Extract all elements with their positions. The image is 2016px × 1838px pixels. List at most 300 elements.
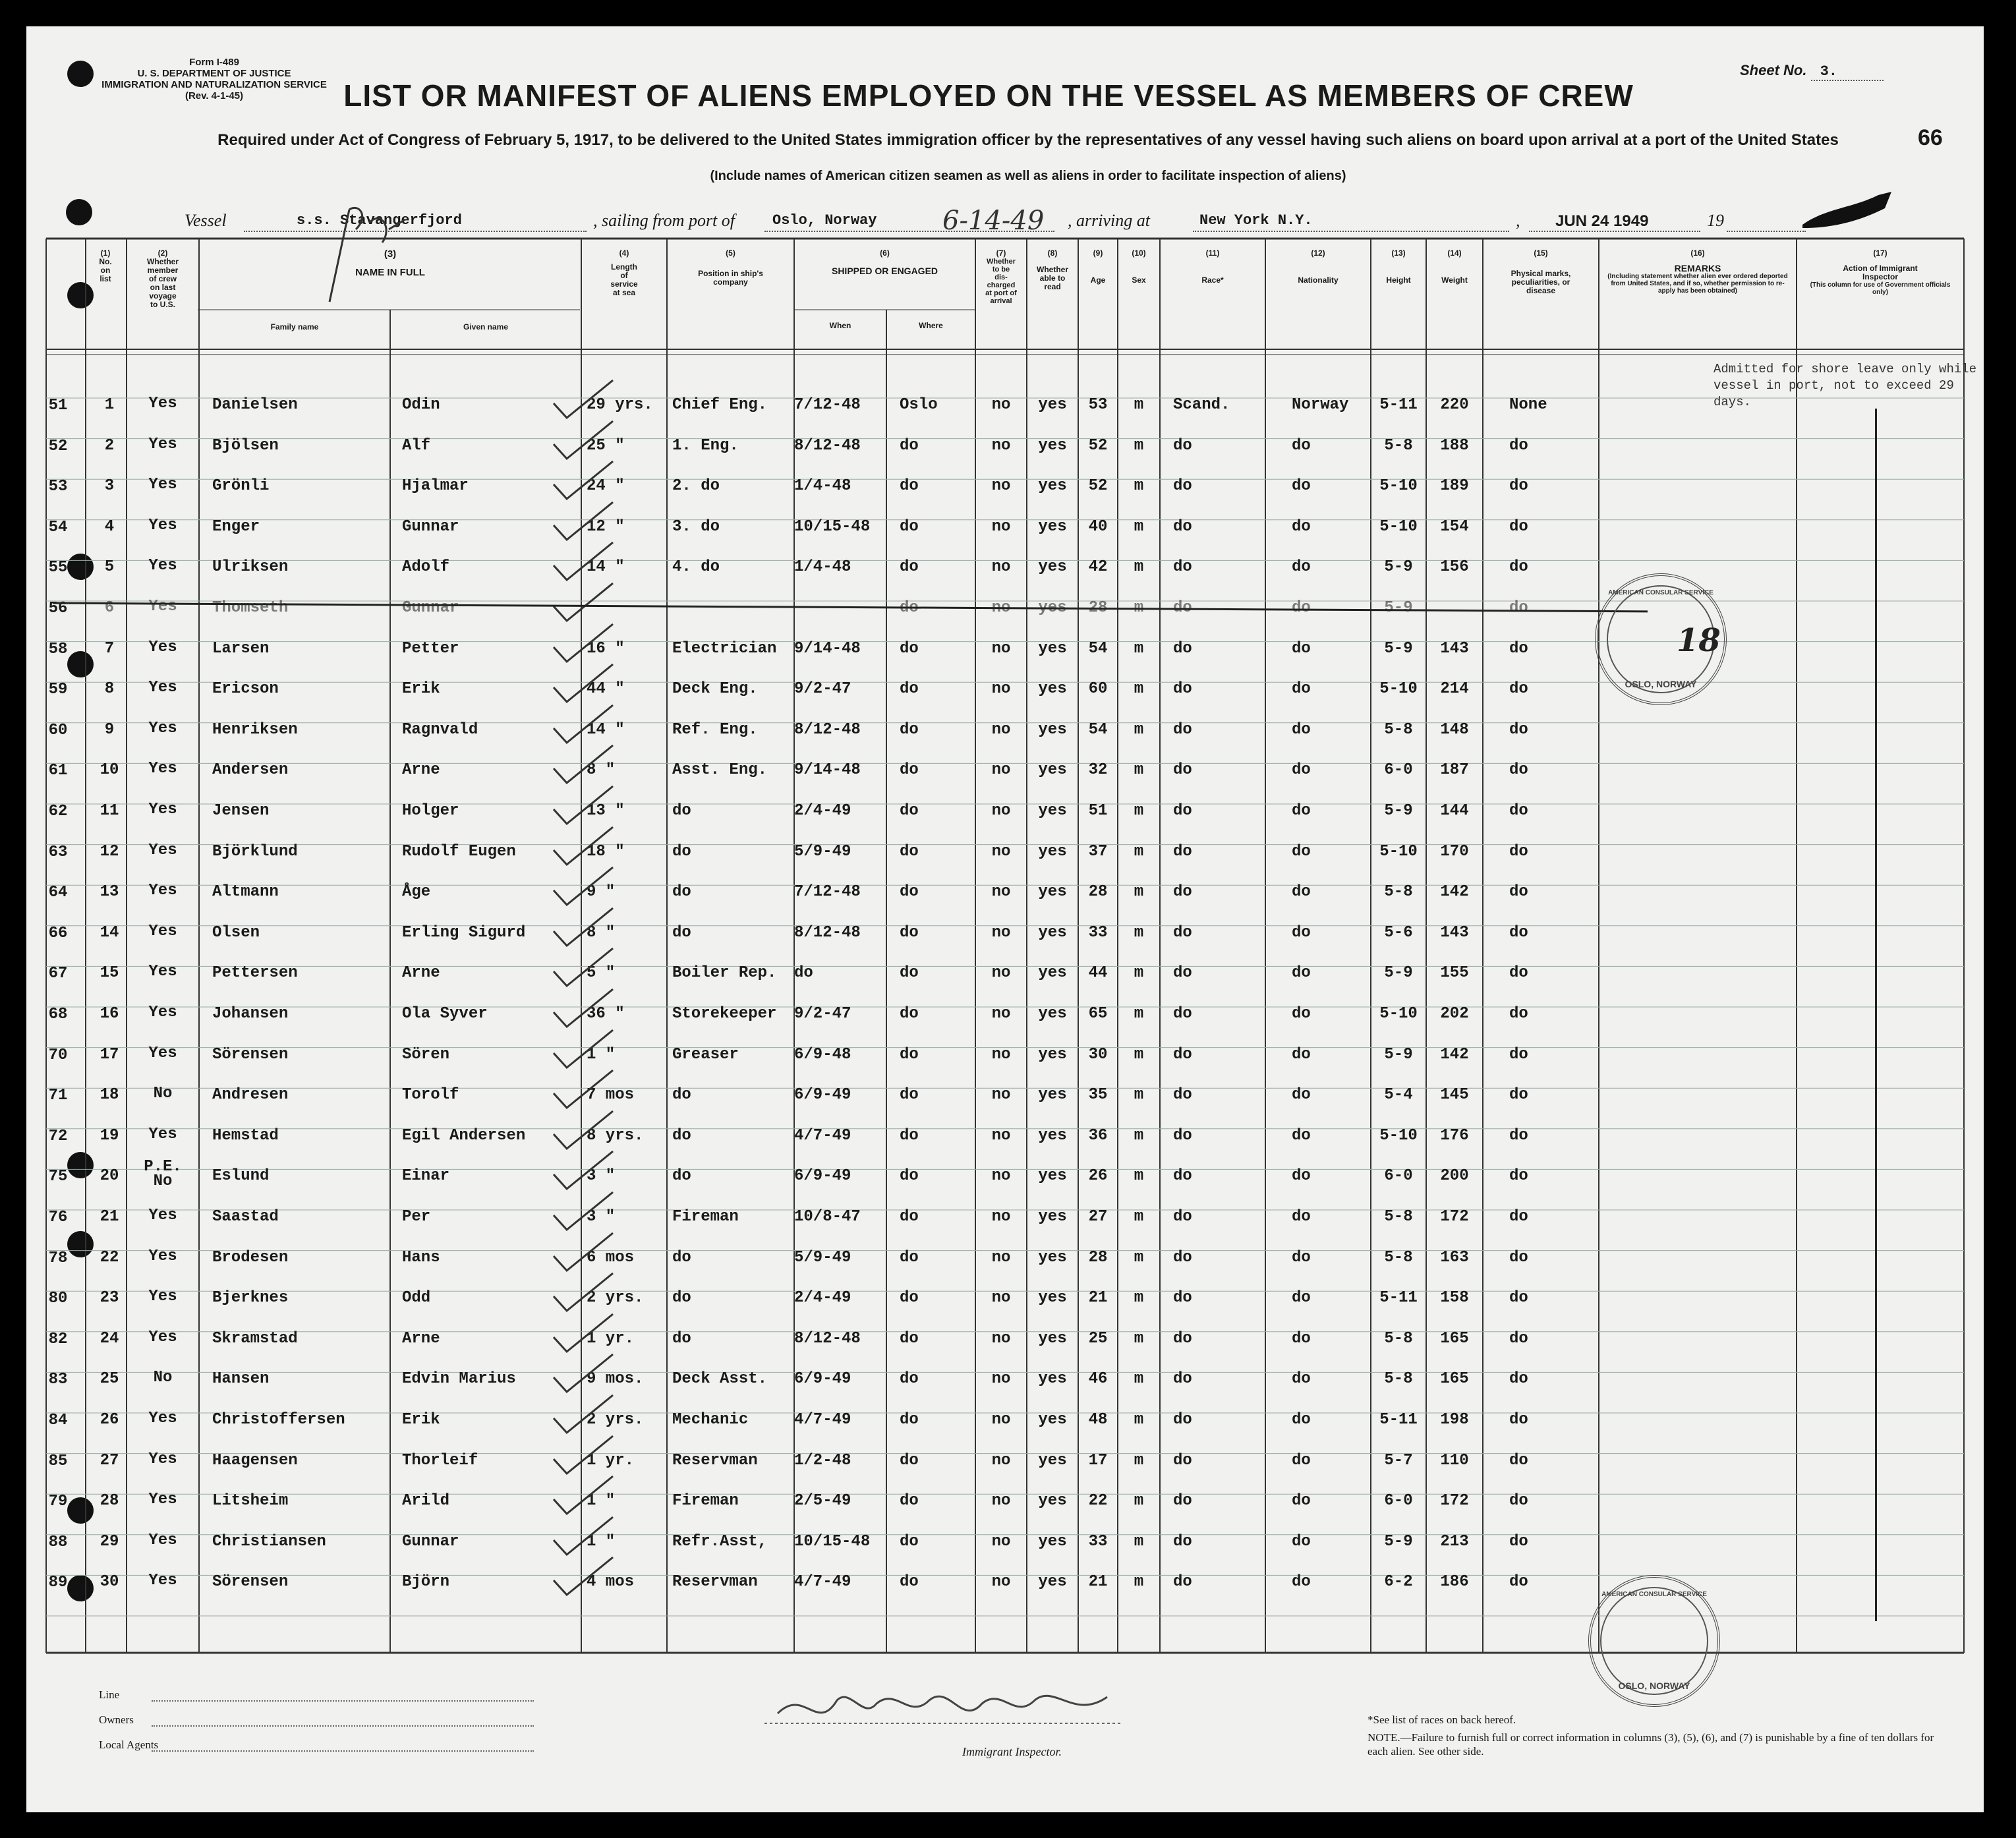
cell-marks: do xyxy=(1509,436,1528,455)
cell-nationality: do xyxy=(1292,1005,1311,1023)
cell-prev: Yes xyxy=(148,435,177,453)
cell-discharged: no xyxy=(991,1045,1011,1064)
check-mark xyxy=(547,621,619,667)
cell-read: yes xyxy=(1038,1086,1067,1105)
sailing-label: , sailing from port of xyxy=(593,211,735,230)
sailing-port: Oslo, Norway xyxy=(772,212,877,229)
cell-position: 4. do xyxy=(672,558,720,577)
cell-sex: m xyxy=(1134,1411,1144,1429)
cell-nationality: do xyxy=(1292,1573,1311,1592)
cell-service: 3 " xyxy=(587,1208,616,1226)
cell-weight: 187 xyxy=(1440,761,1469,780)
cell-when: 9/14-48 xyxy=(794,761,861,780)
cell-marks: do xyxy=(1509,1167,1528,1186)
cell-weight: 186 xyxy=(1440,1573,1469,1592)
cell-no: 2 xyxy=(104,436,115,455)
cell-discharged: no xyxy=(991,802,1011,820)
arriving-label: , arriving at xyxy=(1068,211,1150,230)
cell-height: 5-8 xyxy=(1384,883,1413,902)
cell-family: Brodesen xyxy=(212,1248,289,1267)
cell-age: 21 xyxy=(1088,1573,1108,1592)
cell-family: Eslund xyxy=(212,1167,270,1186)
cell-when: 4/7-49 xyxy=(794,1573,851,1592)
cell-given: Ola Syver xyxy=(402,1005,488,1023)
check-mark xyxy=(547,377,619,423)
cell-nationality: do xyxy=(1292,1045,1311,1064)
cell-race: do xyxy=(1173,1329,1192,1348)
cell-service: 29 yrs. xyxy=(587,396,653,414)
cell-no: 26 xyxy=(100,1411,119,1429)
cell-nationality: do xyxy=(1292,720,1311,739)
cell-weight: 188 xyxy=(1440,436,1469,455)
cell-height: 5-10 xyxy=(1379,517,1418,536)
cell-no: 10 xyxy=(100,761,119,780)
punch-hole xyxy=(67,61,94,87)
manifest-line-number: 83 xyxy=(48,1371,68,1389)
cell-weight: 202 xyxy=(1440,1005,1469,1023)
cell-prev: Yes xyxy=(148,841,177,859)
cell-family: Björklund xyxy=(212,842,298,861)
cell-when: 1/4-48 xyxy=(794,477,851,496)
cell-prev: No xyxy=(153,1085,173,1103)
cell-age: 52 xyxy=(1088,477,1108,496)
manifest-line-number: 67 xyxy=(48,965,68,983)
cell-race: do xyxy=(1173,1411,1192,1429)
cell-position: do xyxy=(672,1248,691,1267)
cell-position: Reservman xyxy=(672,1451,758,1470)
cell-prev: Yes xyxy=(148,1044,177,1062)
cell-service: 12 " xyxy=(587,517,625,536)
cell-height: 5-9 xyxy=(1384,558,1413,577)
cell-family: Christoffersen xyxy=(212,1411,345,1429)
cell-no: 16 xyxy=(100,1005,119,1023)
cell-race: do xyxy=(1173,883,1192,902)
cell-marks: do xyxy=(1509,1492,1528,1510)
cell-position: Deck Eng. xyxy=(672,680,758,699)
cell-marks: do xyxy=(1509,558,1528,577)
cell-given: Petter xyxy=(402,639,459,658)
cell-discharged: no xyxy=(991,1289,1011,1307)
cell-given: Björn xyxy=(402,1573,450,1592)
cell-read: yes xyxy=(1038,802,1067,820)
cell-weight: 142 xyxy=(1440,1045,1469,1064)
cell-family: Jensen xyxy=(212,802,270,820)
cell-position: do xyxy=(672,883,691,902)
cell-height: 5-11 xyxy=(1379,396,1418,414)
cell-race: do xyxy=(1173,1086,1192,1105)
cell-where: do xyxy=(900,964,919,983)
cell-height: 5-6 xyxy=(1384,923,1413,942)
cell-when: 6/9-49 xyxy=(794,1167,851,1186)
cell-prev: Yes xyxy=(148,963,177,981)
cell-prev: Yes xyxy=(148,922,177,940)
cell-position: do xyxy=(672,802,691,820)
cell-age: 36 xyxy=(1088,1126,1108,1145)
cell-position: Reservman xyxy=(672,1573,758,1592)
cell-nationality: do xyxy=(1292,599,1311,617)
col-header-family: Family name xyxy=(270,322,319,331)
cell-race: do xyxy=(1173,1492,1192,1510)
cell-marks: do xyxy=(1509,1329,1528,1348)
manifest-line-number: 51 xyxy=(48,397,68,415)
cell-where: do xyxy=(900,1451,919,1470)
cell-where: do xyxy=(900,1086,919,1105)
manifest-line-number: 79 xyxy=(48,1493,68,1511)
cell-no: 8 xyxy=(104,680,115,699)
cell-marks: do xyxy=(1509,477,1528,496)
manifest-line-number: 68 xyxy=(48,1006,68,1023)
manifest-line-number: 60 xyxy=(48,721,68,739)
cell-prev: Yes xyxy=(148,1328,177,1346)
cell-race: do xyxy=(1173,1573,1192,1592)
cell-where: do xyxy=(900,883,919,902)
cell-family: Thomseth xyxy=(212,599,289,617)
cell-given: Alf xyxy=(402,436,431,455)
cell-when: 9/2-47 xyxy=(794,680,851,699)
cell-discharged: no xyxy=(991,761,1011,780)
cell-height: 5-7 xyxy=(1384,1451,1413,1470)
cell-position: Storekeeper xyxy=(672,1005,777,1023)
cell-given: Arne xyxy=(402,964,440,983)
cell-given: Gunnar xyxy=(402,1532,459,1551)
cell-marks: do xyxy=(1509,964,1528,983)
remarks-bracket-line xyxy=(1875,409,1877,1621)
cell-marks: do xyxy=(1509,1289,1528,1307)
col-header-2: (2) Whether member of crew on last voyage to U.S. xyxy=(147,248,179,309)
cell-height: 5-10 xyxy=(1379,477,1418,496)
cell-prev: Yes xyxy=(148,516,177,534)
arriving-port: New York N.Y. xyxy=(1199,212,1313,229)
cell-discharged: no xyxy=(991,842,1011,861)
cell-where: do xyxy=(900,720,919,739)
cell-family: Ulriksen xyxy=(212,558,289,577)
cell-read: yes xyxy=(1038,1126,1067,1145)
cell-service: 24 " xyxy=(587,477,625,496)
sailing-date-handwritten: 6-14-49 xyxy=(942,206,1045,236)
manifest-line-number: 58 xyxy=(48,640,68,658)
check-mark xyxy=(547,1351,619,1397)
cell-where: do xyxy=(900,1370,919,1389)
cell-read: yes xyxy=(1038,842,1067,861)
cell-service: 4 mos xyxy=(587,1573,635,1592)
cell-discharged: no xyxy=(991,558,1011,577)
cell-family: Sörensen xyxy=(212,1573,289,1592)
cell-where: do xyxy=(900,436,919,455)
col-header-7: (7) Whether to be dis- charged at port of arrival xyxy=(985,248,1017,305)
cell-family: Larsen xyxy=(212,639,270,658)
cell-where: do xyxy=(900,1329,919,1348)
cell-nationality: do xyxy=(1292,1248,1311,1267)
col-header-where: Where xyxy=(919,321,943,330)
cell-prev: Yes xyxy=(148,1004,177,1021)
cell-age: 51 xyxy=(1088,802,1108,820)
cell-weight: 172 xyxy=(1440,1492,1469,1510)
cell-prev: Yes xyxy=(148,1491,177,1509)
cell-marks: do xyxy=(1509,720,1528,739)
sheet-number xyxy=(1740,62,1938,81)
cell-weight: 154 xyxy=(1440,517,1469,536)
cell-weight: 176 xyxy=(1440,1126,1469,1145)
cell-weight: 214 xyxy=(1440,680,1469,699)
cell-family: Johansen xyxy=(212,1005,289,1023)
cell-where: do xyxy=(900,1005,919,1023)
cell-nationality: do xyxy=(1292,477,1311,496)
cell-height: 5-9 xyxy=(1384,599,1413,617)
cell-where: do xyxy=(900,802,919,820)
cell-prev: Yes xyxy=(148,1572,177,1590)
cell-age: 21 xyxy=(1088,1289,1108,1307)
cell-where: do xyxy=(900,517,919,536)
cell-prev: Yes xyxy=(148,1125,177,1143)
cell-position: 2. do xyxy=(672,477,720,496)
check-mark xyxy=(547,539,619,585)
cell-sex: m xyxy=(1134,1086,1144,1105)
cell-service: 44 " xyxy=(587,680,625,699)
cell-discharged: no xyxy=(991,639,1011,658)
cell-sex: m xyxy=(1134,1370,1144,1389)
cell-discharged: no xyxy=(991,396,1011,414)
cell-sex: m xyxy=(1134,680,1144,699)
cell-height: 5-8 xyxy=(1384,1329,1413,1348)
cell-discharged: no xyxy=(991,1573,1011,1592)
cell-discharged: no xyxy=(991,517,1011,536)
cell-position: Fireman xyxy=(672,1492,739,1510)
cell-nationality: do xyxy=(1292,680,1311,699)
check-mark xyxy=(547,864,619,910)
cell-nationality: do xyxy=(1292,1086,1311,1105)
cell-no: 29 xyxy=(100,1532,119,1551)
cell-marks: do xyxy=(1509,1411,1528,1429)
cell-given: Erik xyxy=(402,680,440,699)
cell-position: Refr.Asst, xyxy=(672,1532,768,1551)
cell-position: do xyxy=(672,1167,691,1186)
cell-when: 1/4-48 xyxy=(794,558,851,577)
cell-when: 10/15-48 xyxy=(794,517,871,536)
cell-when: 7/12-48 xyxy=(794,883,861,902)
cell-given: Einar xyxy=(402,1167,450,1186)
cell-marks: do xyxy=(1509,923,1528,942)
cell-discharged: no xyxy=(991,1005,1011,1023)
cell-nationality: do xyxy=(1292,1208,1311,1226)
cell-age: 54 xyxy=(1088,639,1108,658)
cell-discharged: no xyxy=(991,1086,1011,1105)
cell-nationality: do xyxy=(1292,1126,1311,1145)
check-mark xyxy=(547,1392,619,1438)
cell-service: 9 mos. xyxy=(587,1370,644,1389)
cell-position: 1. Eng. xyxy=(672,436,739,455)
cell-sex: m xyxy=(1134,1005,1144,1023)
manifest-line-number: 63 xyxy=(48,843,68,861)
check-mark xyxy=(547,905,619,951)
cell-when: 8/12-48 xyxy=(794,1329,861,1348)
cell-no: 14 xyxy=(100,923,119,942)
manifest-line-number: 59 xyxy=(48,681,68,699)
cell-where: do xyxy=(900,1126,919,1145)
check-mark xyxy=(547,702,619,748)
cell-height: 5-9 xyxy=(1384,964,1413,983)
cell-marks: do xyxy=(1509,1248,1528,1267)
col-header-13: (13) Height xyxy=(1386,248,1411,285)
cell-height: 6-0 xyxy=(1384,761,1413,780)
cell-service: 8 " xyxy=(587,923,616,942)
consular-stamp-bottom: AMERICAN CONSULAR SERVICE OSLO, NORWAY xyxy=(1588,1575,1720,1707)
cell-discharged: no xyxy=(991,436,1011,455)
cell-height: 5-8 xyxy=(1384,436,1413,455)
cell-no: 20 xyxy=(100,1167,119,1186)
cell-race: do xyxy=(1173,517,1192,536)
cell-family: Ericson xyxy=(212,680,279,699)
cell-prev: P.E. No xyxy=(144,1158,182,1191)
cell-read: yes xyxy=(1038,1411,1067,1429)
cell-sex: m xyxy=(1134,761,1144,780)
cell-discharged: no xyxy=(991,680,1011,699)
cell-no: 22 xyxy=(100,1248,119,1267)
cell-when: 5/9-49 xyxy=(794,1248,851,1267)
cell-sex: m xyxy=(1134,1451,1144,1470)
cell-service: 14 " xyxy=(587,558,625,577)
manifest-line-number: 55 xyxy=(48,559,68,577)
cell-position: do xyxy=(672,923,691,942)
cell-read: yes xyxy=(1038,1451,1067,1470)
col-header-when: When xyxy=(829,321,851,330)
cell-read: yes xyxy=(1038,1167,1067,1186)
cell-prev: Yes xyxy=(148,1207,177,1224)
cell-read: yes xyxy=(1038,436,1067,455)
cell-no: 28 xyxy=(100,1492,119,1510)
cell-age: 60 xyxy=(1088,680,1108,699)
cell-family: Christiansen xyxy=(212,1532,326,1551)
cell-sex: m xyxy=(1134,1126,1144,1145)
cell-prev: Yes xyxy=(148,719,177,737)
cell-position: do xyxy=(672,1126,691,1145)
cell-position: do xyxy=(672,1329,691,1348)
cell-service: 5 " xyxy=(587,964,616,983)
cell-no: 9 xyxy=(104,720,115,739)
cell-nationality: do xyxy=(1292,1167,1311,1186)
cell-given: Gunnar xyxy=(402,517,459,536)
cell-position: Deck Asst. xyxy=(672,1370,768,1389)
manifest-line-number: 85 xyxy=(48,1452,68,1470)
cell-sex: m xyxy=(1134,1289,1144,1307)
manifest-line-number: 75 xyxy=(48,1168,68,1186)
cell-weight: 213 xyxy=(1440,1532,1469,1551)
cell-nationality: do xyxy=(1292,558,1311,577)
cell-where: do xyxy=(900,1289,919,1307)
cell-age: 53 xyxy=(1088,396,1108,414)
cell-when: 8/12-48 xyxy=(794,436,861,455)
cell-age: 17 xyxy=(1088,1451,1108,1470)
cell-where: do xyxy=(900,1167,919,1186)
cell-family: Saastad xyxy=(212,1208,279,1226)
cell-race: do xyxy=(1173,964,1192,983)
cell-prev: Yes xyxy=(148,598,177,616)
manifest-line-number: 52 xyxy=(48,437,68,455)
cell-discharged: no xyxy=(991,1411,1011,1429)
cell-given: Odd xyxy=(402,1289,431,1307)
cell-weight: 198 xyxy=(1440,1411,1469,1429)
cell-discharged: no xyxy=(991,1126,1011,1145)
cell-weight: 144 xyxy=(1440,802,1469,820)
cell-where: do xyxy=(900,923,919,942)
cell-given: Torolf xyxy=(402,1086,459,1105)
cell-when: 8/12-48 xyxy=(794,720,861,739)
cell-nationality: do xyxy=(1292,883,1311,902)
cell-position: Mechanic xyxy=(672,1411,749,1429)
manifest-line-number: 71 xyxy=(48,1087,68,1105)
cell-weight: 163 xyxy=(1440,1248,1469,1267)
cell-sex: m xyxy=(1134,1329,1144,1348)
cell-prev: Yes xyxy=(148,1531,177,1549)
cell-read: yes xyxy=(1038,680,1067,699)
cell-read: yes xyxy=(1038,1329,1067,1348)
cell-given: Thorleif xyxy=(402,1451,478,1470)
cell-service: 1 yr. xyxy=(587,1451,635,1470)
cell-nationality: do xyxy=(1292,436,1311,455)
cell-service: 6 mos xyxy=(587,1248,635,1267)
manifest-line-number: 54 xyxy=(48,518,68,536)
check-mark xyxy=(547,1027,619,1073)
cell-sex: m xyxy=(1134,396,1144,414)
check-mark xyxy=(547,742,619,788)
cell-where: do xyxy=(900,639,919,658)
cell-weight: 110 xyxy=(1440,1451,1469,1470)
col-header-5: (5) Position in ship's company xyxy=(698,248,763,287)
cell-race: do xyxy=(1173,1005,1192,1023)
cell-sex: m xyxy=(1134,517,1144,536)
vessel-line: Vessel s.s. Stavangerfjord , sailing from port of Oslo, Norway 6-14-49 , arriving at New York N.Y. , JUN 24 1949 19 xyxy=(185,211,1832,237)
cell-given: Åge xyxy=(402,883,431,902)
footer-owners-label: Owners xyxy=(99,1713,134,1726)
stamp-mark: 18 xyxy=(1677,622,1721,659)
cell-no: 6 xyxy=(104,599,115,617)
cell-family: Danielsen xyxy=(212,396,298,414)
cell-discharged: no xyxy=(991,477,1011,496)
cell-where: do xyxy=(900,1045,919,1064)
cell-nationality: do xyxy=(1292,964,1311,983)
cell-service: 8 " xyxy=(587,761,616,780)
cell-no: 27 xyxy=(100,1451,119,1470)
cell-prev: Yes xyxy=(148,1450,177,1468)
col-header-9: (9) Age xyxy=(1090,248,1106,285)
year-label: 19 xyxy=(1707,211,1724,230)
check-mark xyxy=(547,1311,619,1357)
cell-weight: 172 xyxy=(1440,1208,1469,1226)
cell-where: do xyxy=(900,477,919,496)
cell-sex: m xyxy=(1134,923,1144,942)
cell-prev: Yes xyxy=(148,638,177,656)
cell-marks: do xyxy=(1509,883,1528,902)
cell-discharged: no xyxy=(991,1208,1011,1226)
cell-when: 2/4-49 xyxy=(794,1289,851,1307)
cell-age: 28 xyxy=(1088,1248,1108,1267)
cell-family: Bjölsen xyxy=(212,436,279,455)
cell-height: 5-10 xyxy=(1379,680,1418,699)
cell-age: 52 xyxy=(1088,436,1108,455)
cell-age: 28 xyxy=(1088,599,1108,617)
cell-service: 7 mos xyxy=(587,1086,635,1105)
cell-nationality: do xyxy=(1292,1492,1311,1510)
cell-given: Adolf xyxy=(402,558,450,577)
check-mark xyxy=(547,1230,619,1276)
cell-sex: m xyxy=(1134,964,1144,983)
form-identifier: Form I-489 U. S. DEPARTMENT OF JUSTICE IMMIGRATION AND NATURALIZATION SERVICE (Rev. 4-1-45) xyxy=(101,57,327,101)
cell-nationality: do xyxy=(1292,517,1311,536)
cell-height: 5-9 xyxy=(1384,802,1413,820)
cell-discharged: no xyxy=(991,964,1011,983)
manifest-line-number: 72 xyxy=(48,1127,68,1145)
cell-prev: Yes xyxy=(148,882,177,900)
cell-sex: m xyxy=(1134,1492,1144,1510)
